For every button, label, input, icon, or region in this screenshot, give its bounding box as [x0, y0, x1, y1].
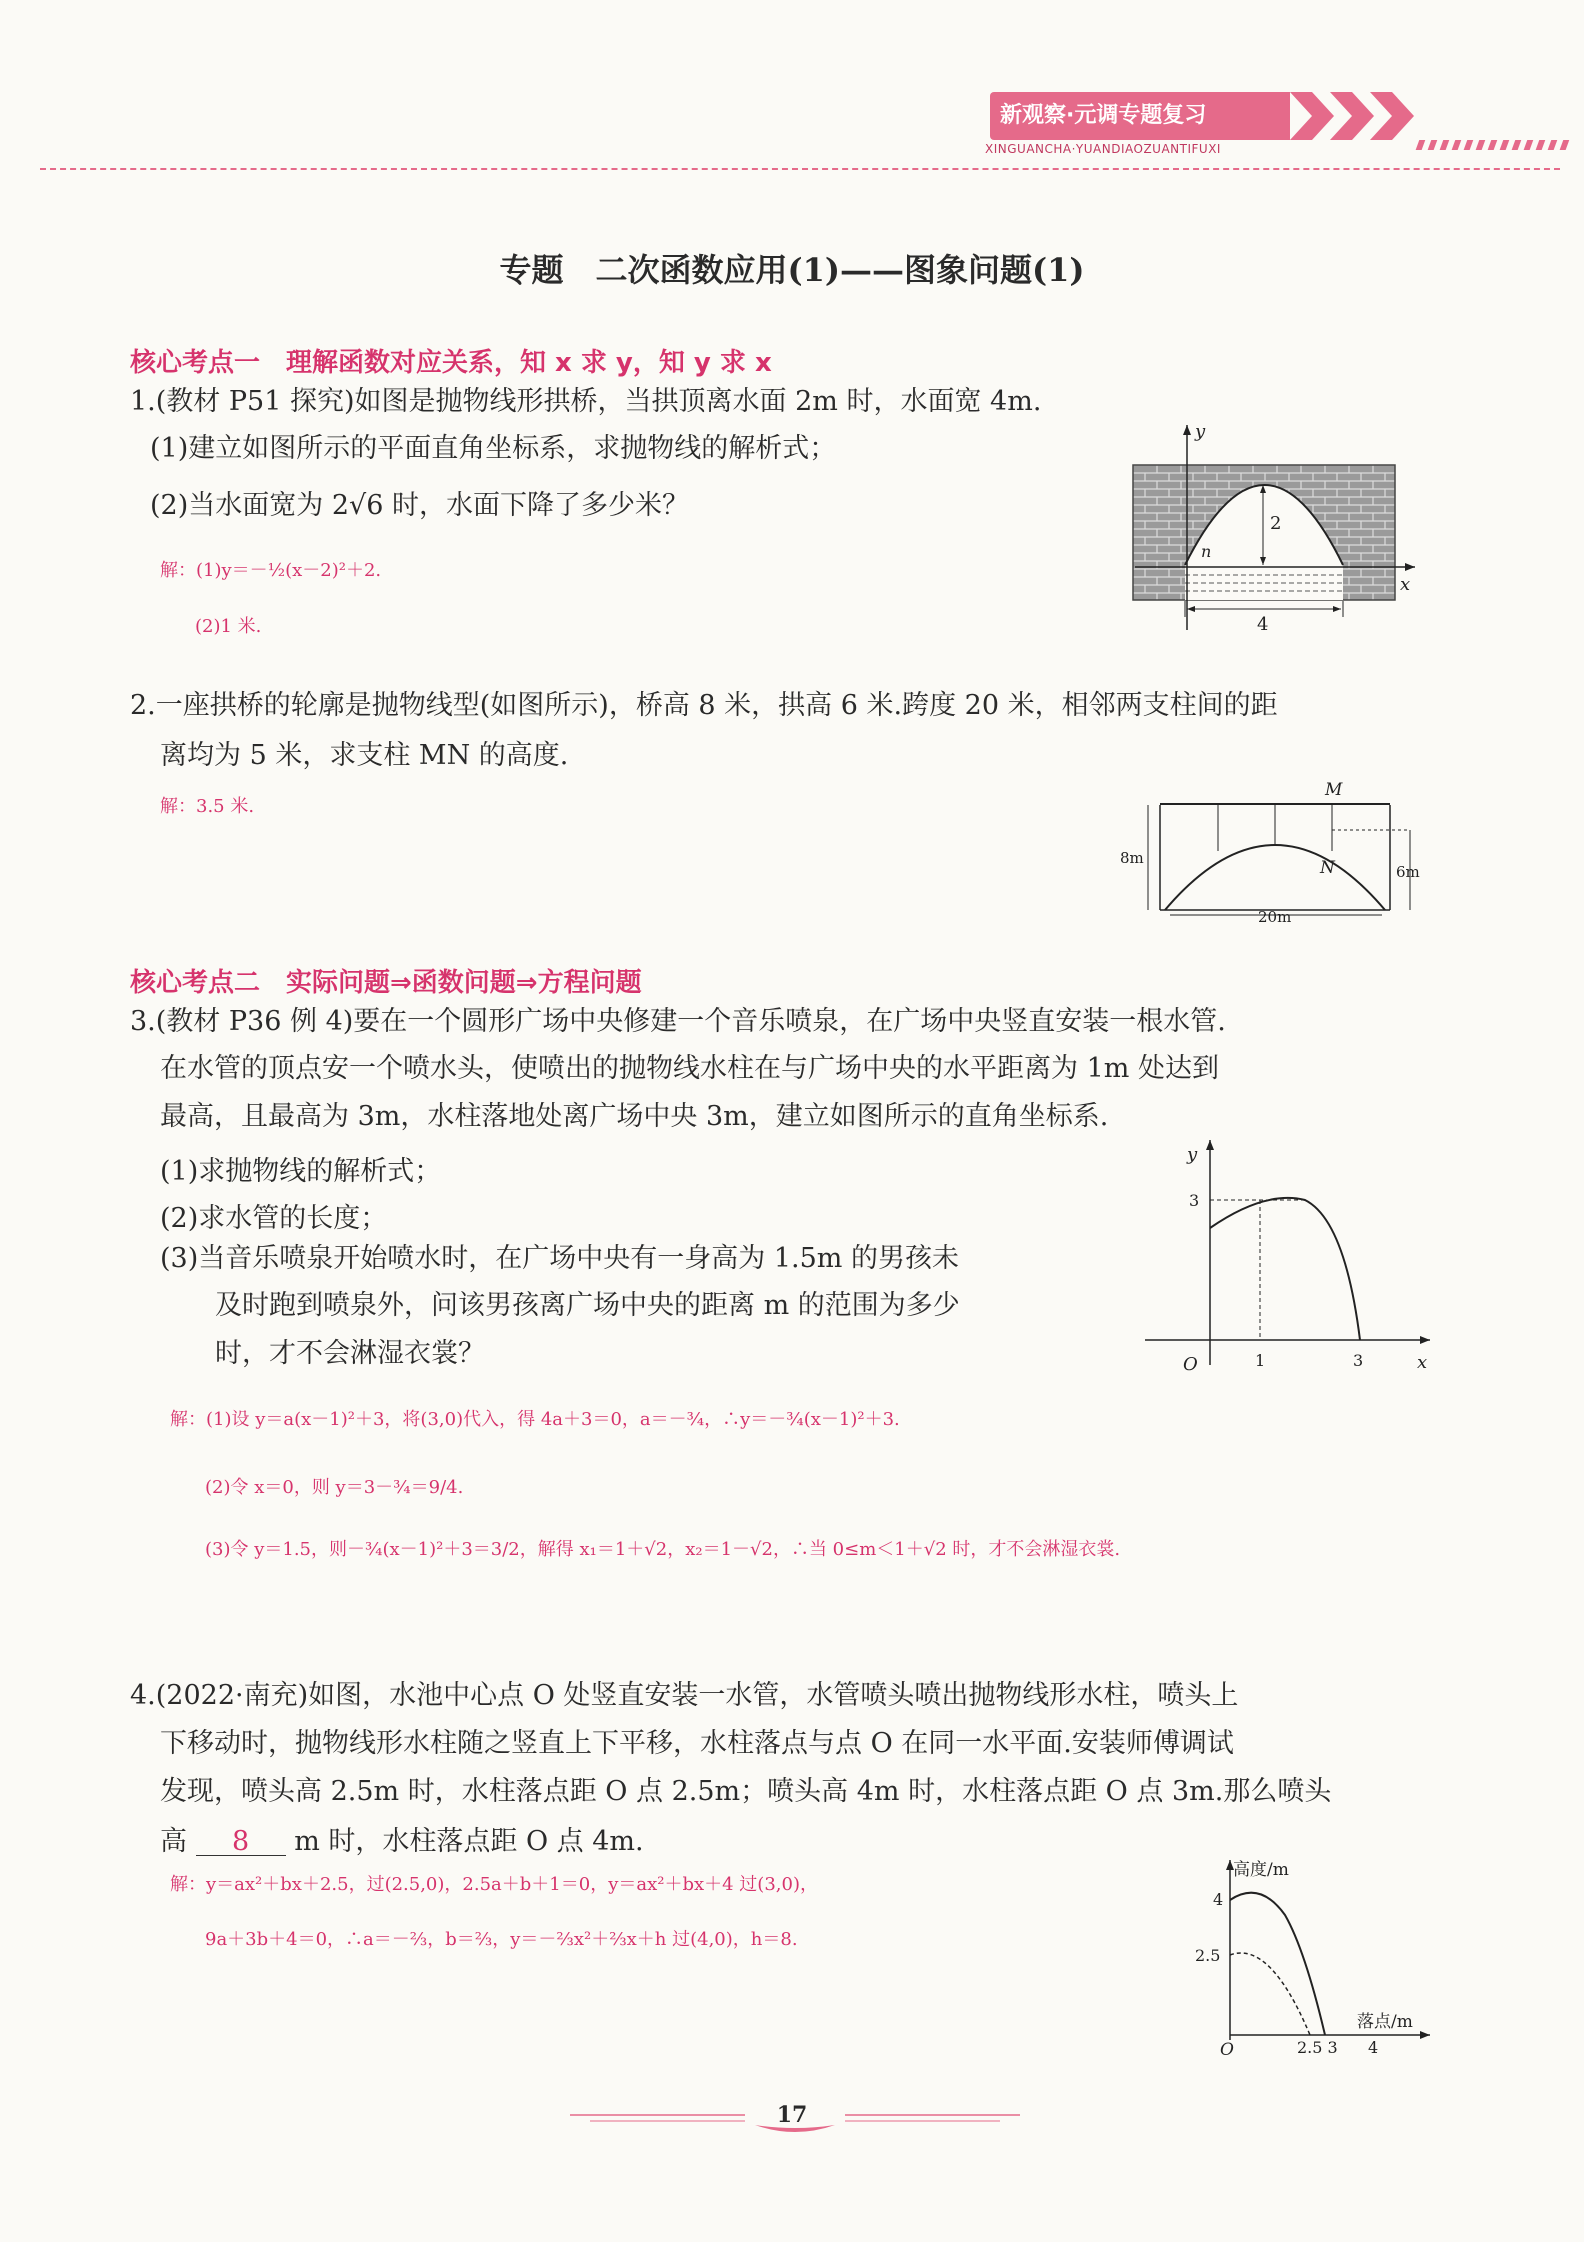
q1-stem: 1.(教材 P51 探究)如图是抛物线形拱桥，当拱顶离水面 2m 时，水面宽 4m. — [130, 386, 1042, 417]
series-pinyin: XINGUANCHA·YUANDIAOZUANTIFUXI — [985, 142, 1221, 156]
q2-stem-line1: 2.一座拱桥的轮廓是抛物线型(如图所示)，桥高 8 米，拱高 6 米.跨度 20 米，相邻两支柱间的距 — [130, 690, 1278, 721]
q4-stem-line4 — [160, 1828, 644, 1856]
q3-fig-tick-y3: 3 — [1189, 1191, 1200, 1210]
q4-stem-line3: 发现，喷头高 2.5m 时，水柱落点距 O 点 2.5m；喷头高 4m 时，水柱落点距 O 点 3m.那么喷头 — [160, 1776, 1332, 1807]
q4-answer1: 解：y＝ax²＋bx＋2.5，过(2.5,0)，2.5a＋b＋1＝0，y＝ax²＋bx＋4 过(3,0)， — [170, 1874, 818, 1895]
section2-label: 核心考点二 实际问题⇒函数问题⇒方程问题 — [130, 968, 642, 998]
q4-stem-line2: 下移动时，抛物线形水柱随之竖直上下平移，水柱落点与点 O 在同一水平面.安装师傅调试 — [160, 1728, 1234, 1759]
q4-stem-line1: 4.(2022·南充)如图，水池中心点 O 处竖直安装一水管，水管喷头喷出抛物线形水柱，喷头上 — [130, 1680, 1239, 1711]
q4-fig-tick-x4: 4 — [1368, 2038, 1379, 2057]
q3-answer1: 解：(1)设 y＝a(x－1)²＋3，将(3,0)代入，得 4a＋3＝0，a＝－¾，∴y＝－¾(x－1)²＋3. — [170, 1409, 900, 1430]
q3-fig-tick-x3: 3 — [1353, 1351, 1364, 1370]
q1-fig-height-label: 2 — [1270, 513, 1282, 534]
q3-sub1: (1)求抛物线的解析式； — [160, 1156, 442, 1187]
q2-bridge-figure — [1120, 775, 1420, 925]
q2-fig-m-label: M — [1325, 780, 1343, 800]
page-number: 17 — [776, 2102, 808, 2128]
q3-stem-line2: 在水管的顶点安一个喷水头，使喷出的抛物线水柱在与广场中央的水平距离为 1m 处达到 — [160, 1053, 1219, 1084]
q3-stem-line3: 最高，且最高为 3m，水柱落地处离广场中央 3m，建立如图所示的直角坐标系. — [160, 1101, 1109, 1132]
q1-sub2: (2)当水面宽为 2√6 时，水面下降了多少米？ — [150, 490, 689, 521]
q4-answer-blank: 8 — [196, 1828, 286, 1856]
q1-answer1: 解：(1)y＝－½(x－2)²＋2. — [160, 560, 382, 581]
q1-fig-width-label: 4 — [1257, 614, 1269, 635]
q3-fig-x-label: x — [1417, 1352, 1428, 1373]
q2-fig-n-label: N — [1320, 858, 1335, 878]
q3-sub3-line1: (3)当音乐喷泉开始喷水时，在广场中央有一身高为 1.5m 的男孩未 — [160, 1243, 959, 1274]
q3-sub3-line3: 时，才不会淋湿衣裳？ — [215, 1338, 485, 1369]
q1-answer2: (2)1 米. — [195, 616, 262, 637]
q4-fountain-figure — [1185, 1855, 1435, 2065]
q3-fountain-figure — [1145, 1140, 1435, 1375]
q3-fig-tick-x1: 1 — [1255, 1351, 1266, 1370]
q3-answer2: (2)令 x＝0，则 y＝3－¾＝9/4. — [205, 1477, 464, 1498]
q1-fig-y-label: y — [1195, 421, 1206, 442]
header-chevron-icon — [1290, 92, 1430, 152]
q1-fig-n-label: n — [1201, 542, 1212, 561]
series-title: 新观察·元调专题复习 — [1000, 103, 1207, 128]
q4-fig-tick-y4: 4 — [1213, 1890, 1224, 1909]
q2-fig-left-label: 8m — [1120, 849, 1144, 867]
q3-stem-line1: 3.(教材 P36 例 4)要在一个圆形广场中央修建一个音乐喷泉，在广场中央竖直安装一根水管. — [130, 1006, 1226, 1037]
q2-answer: 解：3.5 米. — [160, 796, 255, 817]
q3-sub2: (2)求水管的长度； — [160, 1203, 388, 1234]
q4-fig-origin: O — [1220, 2040, 1234, 2060]
q4-stem-line4-pre: 高 — [160, 1826, 187, 1857]
q4-fig-tick-y25: 2.5 — [1195, 1946, 1221, 1965]
header-divider — [40, 168, 1560, 170]
q4-fig-y-label: 高度/m — [1233, 1860, 1289, 1880]
header-stripes — [1420, 138, 1580, 152]
q4-stem-line4-post: m 时，水柱落点距 O 点 4m. — [294, 1826, 644, 1857]
q4-fig-x-label: 落点/m — [1357, 2012, 1413, 2032]
q2-fig-right-label: 6m — [1396, 863, 1420, 881]
q1-bridge-figure — [1115, 421, 1415, 635]
q3-fig-y-label: y — [1187, 1144, 1198, 1165]
q3-answer3: (3)令 y＝1.5，则－¾(x－1)²＋3＝3/2，解得 x₁＝1＋√2，x₂＝1－√2，∴当 0≤m＜1＋√2 时，才不会淋湿衣裳. — [205, 1539, 1121, 1560]
q3-fig-origin: O — [1183, 1354, 1198, 1375]
q1-sub1: (1)建立如图所示的平面直角坐标系，求抛物线的解析式； — [150, 433, 837, 464]
q1-fig-x-label: x — [1400, 574, 1411, 595]
q2-fig-span-label: 20m — [1258, 908, 1292, 926]
page-title: 专题 二次函数应用(1)——图象问题(1) — [499, 251, 1085, 289]
q2-stem-line2: 离均为 5 米，求支柱 MN 的高度. — [160, 740, 569, 771]
q3-sub3-line2: 及时跑到喷泉外，问该男孩离广场中央的距离 m 的范围为多少 — [215, 1290, 960, 1321]
section1-label: 核心考点一 理解函数对应关系，知 x 求 y，知 y 求 x — [130, 348, 772, 378]
q4-answer2: 9a＋3b＋4＝0，∴a＝－⅔，b＝⅔，y＝－⅔x²＋⅔x＋h 过(4,0)，h＝8. — [205, 1929, 798, 1950]
q4-fig-tick-x: 2.5 3 — [1297, 2038, 1338, 2057]
